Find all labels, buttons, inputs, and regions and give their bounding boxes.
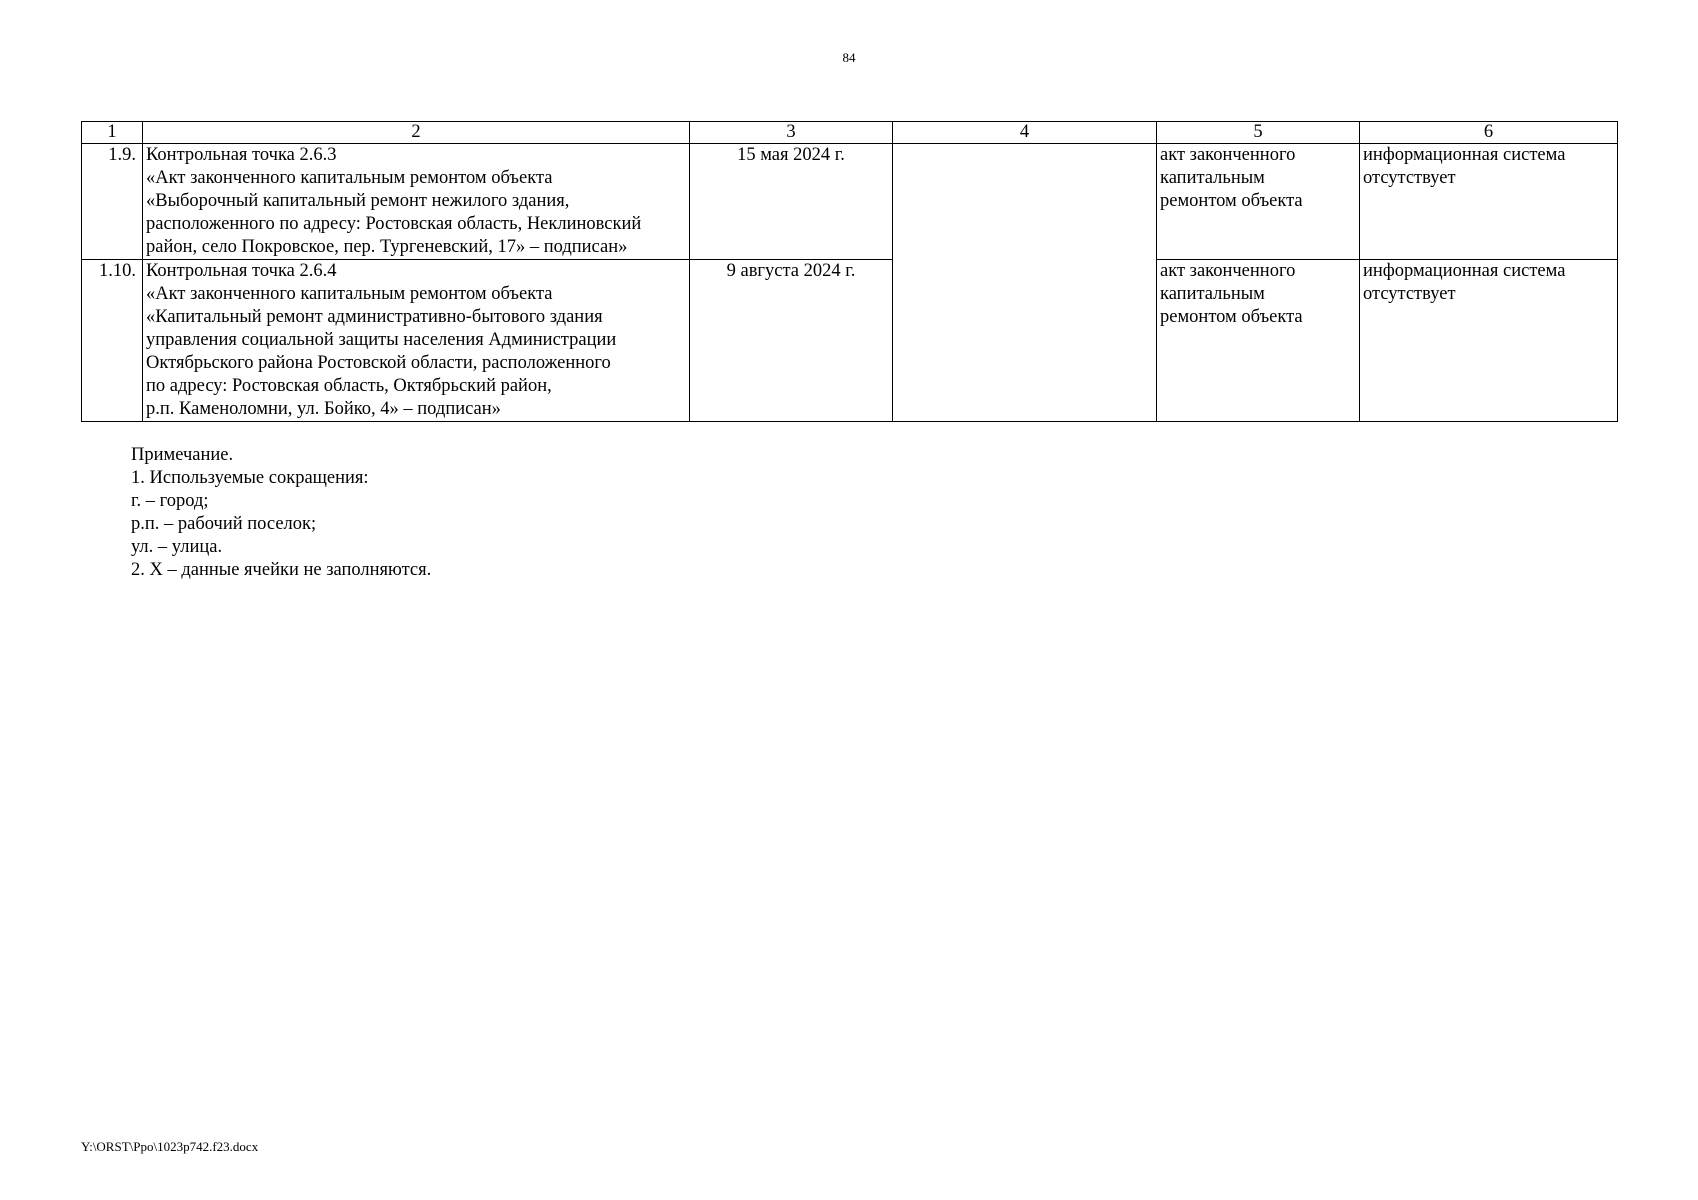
note-line: 2. Х – данные ячейки не заполняются. bbox=[131, 560, 432, 580]
header-col-2: 2 bbox=[143, 122, 690, 144]
row-number: 1.9. bbox=[82, 144, 143, 260]
row-description: Контрольная точка 2.6.3 «Акт законченного капитальным ремонтом объекта «Выборочный капитальный ремонт нежилого здания, расположенного по адресу: Ростовская область, Неклиновский район, село Покровское, пер. Тургеневский, 17» – подписан» bbox=[143, 144, 690, 260]
row-system: информационная система отсутствует bbox=[1360, 260, 1618, 422]
table-header-row bbox=[82, 122, 1618, 144]
row-system: информационная система отсутствует bbox=[1360, 144, 1618, 260]
header-col-3: 3 bbox=[690, 122, 893, 144]
note-title: Примечание. bbox=[131, 445, 234, 465]
row-number: 1.10. bbox=[82, 260, 143, 422]
note-line: г. – город; bbox=[131, 491, 209, 511]
table-row bbox=[82, 260, 1618, 422]
row-date: 9 августа 2024 г. bbox=[690, 260, 893, 422]
header-col-1: 1 bbox=[82, 122, 143, 144]
header-col-4: 4 bbox=[893, 122, 1157, 144]
note-line: р.п. – рабочий поселок; bbox=[131, 514, 317, 534]
header-col-5: 5 bbox=[1157, 122, 1360, 144]
footer-file-path: Y:\ORST\Ppo\1023p742.f23.docx bbox=[81, 1139, 259, 1154]
row-empty-cell bbox=[893, 144, 1157, 422]
row-date: 15 мая 2024 г. bbox=[690, 144, 893, 260]
row-description: Контрольная точка 2.6.4 «Акт законченного капитальным ремонтом объекта «Капитальный ремонт административно-бытового здания управления социальной защиты населения Администрации Октябрьского района Ростовской области, расположенного по адресу: Ростовская область, Октябрьский район, р.п. Каменоломни, ул. Бойко, 4» – подписан» bbox=[143, 260, 690, 422]
note-line: 1. Используемые сокращения: bbox=[131, 468, 369, 488]
note-line: ул. – улица. bbox=[131, 537, 223, 557]
header-col-6: 6 bbox=[1360, 122, 1618, 144]
control-points-table bbox=[81, 121, 1618, 422]
row-document: акт законченного капитальным ремонтом объекта bbox=[1157, 144, 1360, 260]
page-number: 84 bbox=[842, 50, 856, 65]
note-block bbox=[131, 444, 431, 582]
row-document: акт законченного капитальным ремонтом объекта bbox=[1157, 260, 1360, 422]
table-row bbox=[82, 144, 1618, 260]
